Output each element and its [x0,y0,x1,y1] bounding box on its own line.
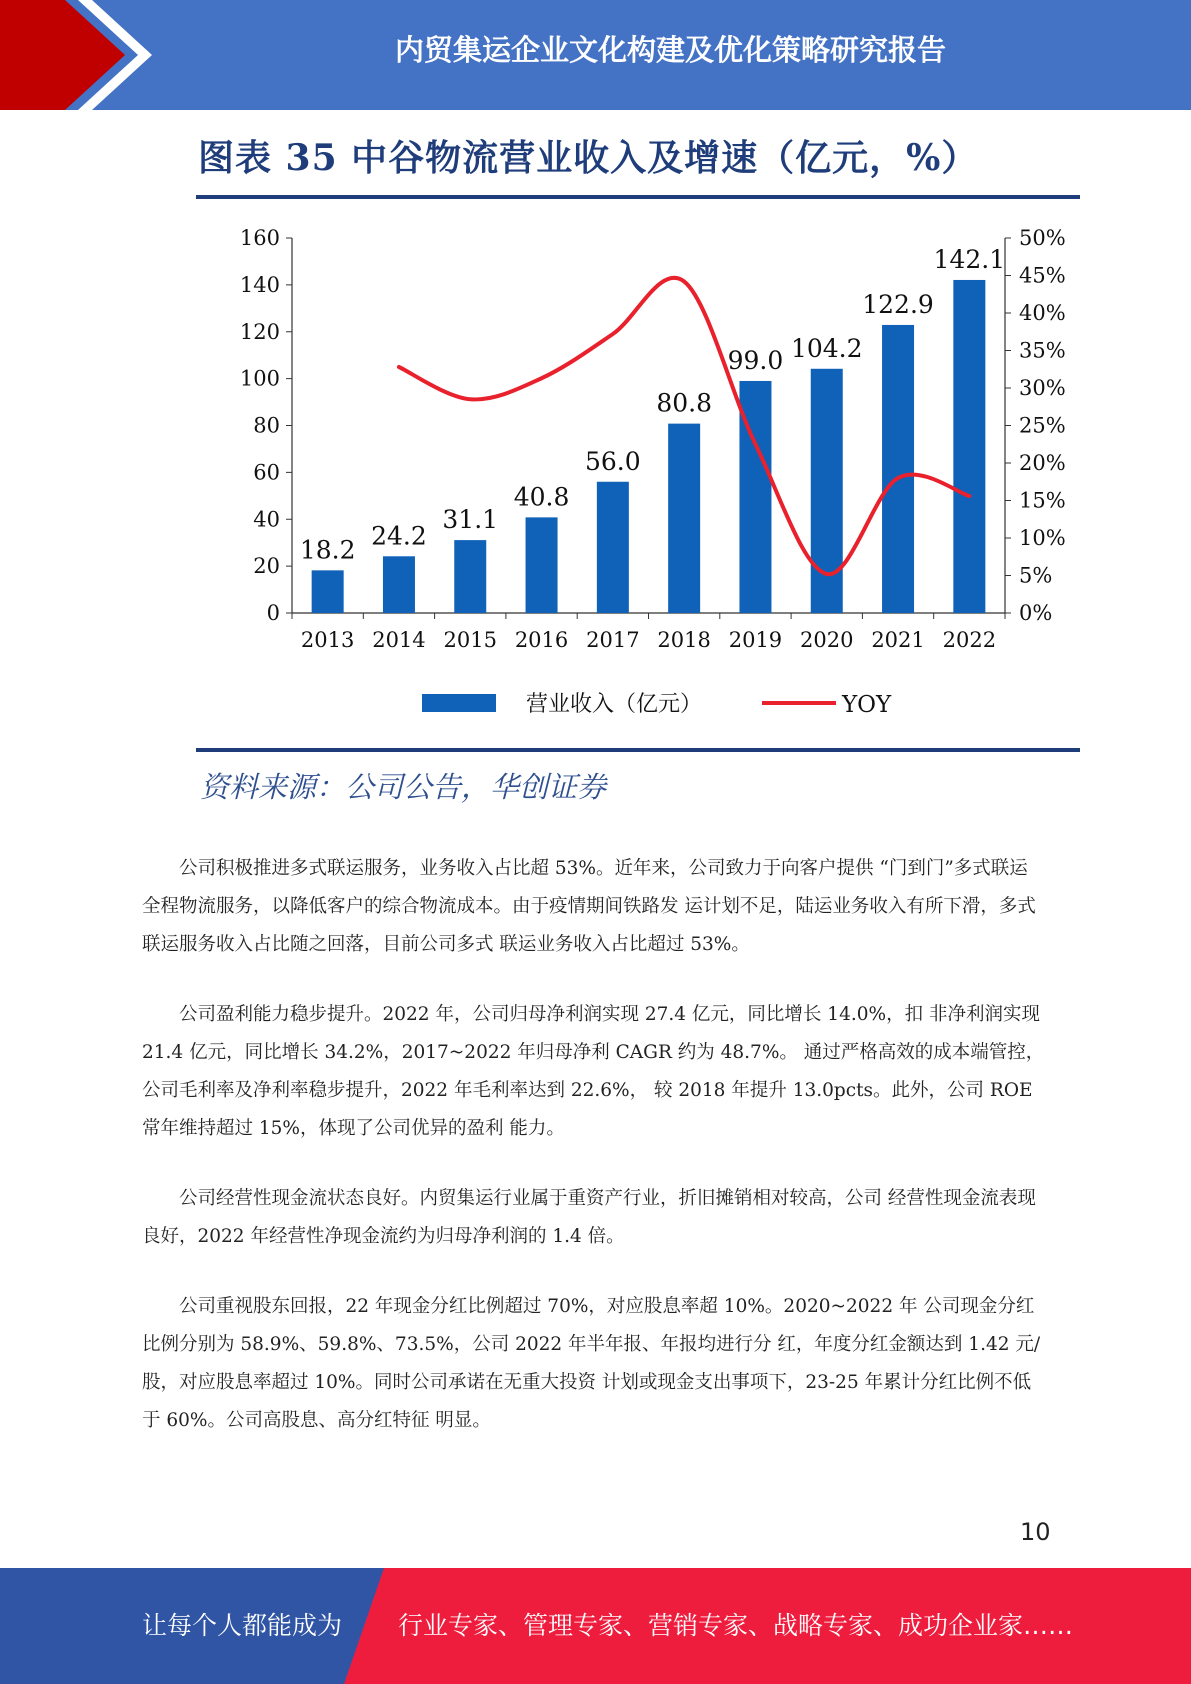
revenue-bar-label: 80.8 [656,388,712,418]
legend-label-yoy: YOY [842,692,892,718]
revenue-bar-label: 99.0 [727,345,784,375]
page-header [0,0,1191,110]
body-text [142,850,1046,1472]
revenue-bar-label: 40.8 [513,482,570,512]
right-axis-tick-label: 0% [1019,601,1053,625]
left-axis-tick-label: 140 [239,272,280,297]
x-axis-tick-label: 2014 [372,628,426,652]
left-axis-tick-label: 160 [239,226,280,250]
revenue-bar [882,325,914,613]
revenue-growth-chart [196,205,1080,745]
figure-top-rule [196,195,1080,199]
right-axis-tick-label: 50% [1019,226,1066,250]
left-axis-tick-label: 60 [253,460,280,485]
revenue-bar-label: 18.2 [299,535,356,565]
paragraph-4: 公司重视股东回报，22 年现金分红比例超过 70%，对应股息率超 10%。2020~2022 年 公司现金分红比例分别为 58.9%、59.8%、73.5%，公司 2022 年半年报、年报均进行分 红，年度分红金额达到 1.42 元/股，对应股息率超过 10%。同时公司承诺在无重大投资 计划或现金支出事项下，23-25 年累计分红比例不低于 60%。公司高股息、高分红特征 明显。 [142,1296,1041,1431]
footer-slogan-right: 行业专家、管理专家、营销专家、战略专家、成功企业家…… [398,1611,1074,1640]
revenue-bar-label: 142.1 [933,244,1006,274]
figure-bottom-rule [196,748,1080,752]
left-axis-tick-label: 80 [253,413,280,438]
x-axis-tick-label: 2018 [657,628,711,652]
x-axis-tick-label: 2015 [443,628,497,652]
right-axis-tick-label: 30% [1019,376,1066,400]
x-axis-tick-label: 2017 [586,628,640,652]
right-axis-tick-label: 35% [1019,338,1066,363]
header-title: 内贸集运企业文化构建及优化策略研究报告 [394,33,946,67]
page-footer [0,1568,1191,1684]
legend-label-revenue: 营业收入（亿元） [526,692,703,717]
left-axis-tick-label: 40 [253,507,280,532]
paragraph-3: 公司经营性现金流状态良好。内贸集运行业属于重资产行业，折旧摊销相对较高，公司 经营性现金流表现良好，2022 年经营性净现金流约为归母净利润的 1.4 倍。 [142,1188,1036,1247]
revenue-bar [312,570,344,613]
left-axis-tick-label: 0 [266,601,280,625]
left-axis-tick-label: 20 [253,554,280,579]
right-axis-tick-label: 5% [1019,563,1053,588]
right-axis-tick-label: 20% [1019,451,1066,475]
revenue-bar [811,369,843,613]
revenue-bar [454,540,486,613]
x-axis-tick-label: 2021 [871,628,925,652]
revenue-bar-label: 104.2 [790,333,863,363]
right-axis-tick-label: 25% [1019,413,1066,438]
footer-slogan-left: 让每个人都能成为 [142,1611,343,1640]
page-number: 10 [1020,1518,1051,1546]
right-axis-tick-label: 40% [1019,301,1066,325]
header-arrow-decoration [0,0,160,110]
x-axis-tick-label: 2019 [728,628,783,652]
left-axis-tick-label: 120 [239,319,280,344]
figure-source: 资料来源：公司公告，华创证券 [200,770,607,804]
paragraph-1: 公司积极推进多式联运服务，业务收入占比超 53%。近年来，公司致力于向客户提供 “门到门”多式联运全程物流服务，以降低客户的综合物流成本。由于疫情期间铁路发 运计划不足，陆运业务收入有所下滑，多式联运服务收入占比随之回落，目前公司多式 联运业务收入占比超过 53%。 [142,858,1036,955]
right-axis-tick-label: 45% [1019,263,1066,288]
legend-swatch-revenue [422,694,496,712]
x-axis-tick-label: 2016 [514,628,569,652]
x-axis-tick-label: 2022 [942,628,997,652]
figure-title: 图表 35 中谷物流营业收入及增速（亿元，%） [198,137,979,179]
revenue-bar [668,424,700,613]
revenue-bar [526,517,558,613]
revenue-bar-label: 122.9 [862,289,934,319]
revenue-bar [953,280,985,613]
revenue-bar-label: 24.2 [371,521,427,551]
left-axis-tick-label: 100 [239,366,280,391]
revenue-bar-label: 31.1 [442,505,499,535]
right-axis-tick-label: 10% [1019,526,1066,550]
x-axis-tick-label: 2013 [300,628,355,652]
revenue-bar-label: 56.0 [585,446,641,476]
revenue-bar [383,556,415,613]
revenue-bar [597,482,629,613]
paragraph-2: 公司盈利能力稳步提升。2022 年，公司归母净利润实现 27.4 亿元，同比增长 14.0%，扣 非净利润实现 21.4 亿元，同比增长 34.2%，2017~2022 年归母净利 CAGR 约为 48.7%。 通过严格高效的成本端管控，公司毛利率及净利率稳步提升，2022 年毛利率达到 22.6%， 较 2018 年提升 13.0pcts。此外，公司 ROE 常年维持超过 15%，体现了公司优异的盈利 能力。 [142,1004,1045,1139]
x-axis-tick-label: 2020 [800,628,854,652]
right-axis-tick-label: 15% [1019,488,1066,513]
